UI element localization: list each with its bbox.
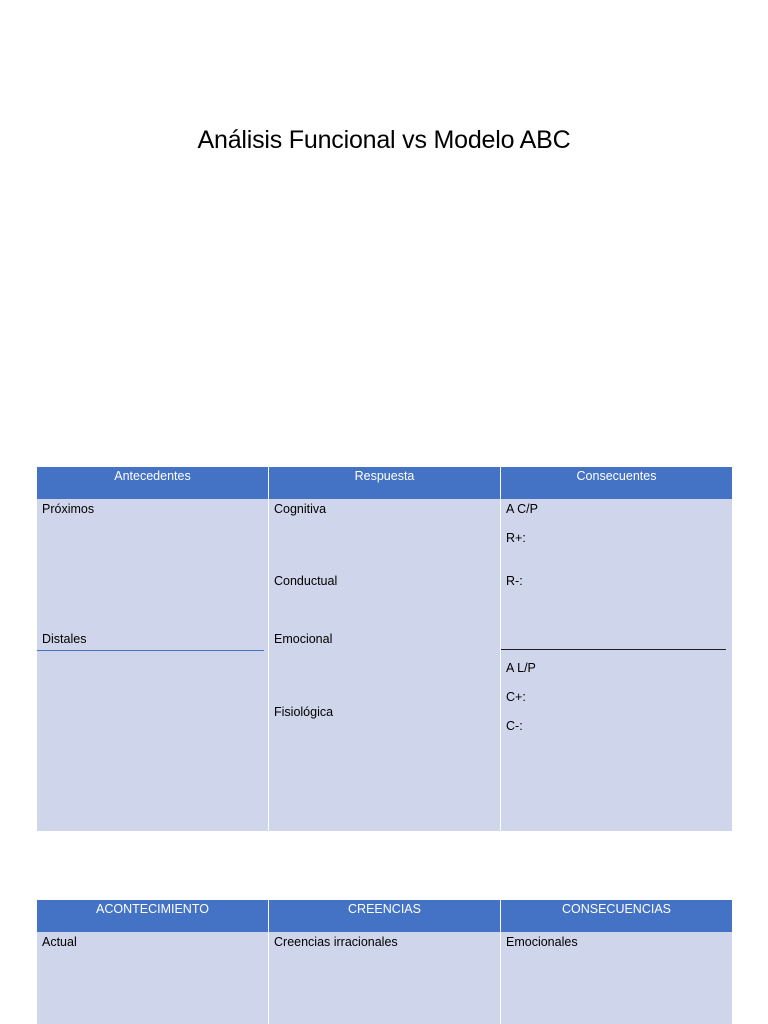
label-cminus: C-: xyxy=(506,719,523,733)
header-acontecimiento: ACONTECIMIENTO xyxy=(96,902,209,916)
cell-respuesta xyxy=(268,499,500,831)
page-title: Análisis Funcional vs Modelo ABC xyxy=(197,126,571,154)
functional-analysis-table xyxy=(37,467,732,831)
cell-antecedentes xyxy=(37,499,268,831)
table-header-row xyxy=(37,900,732,932)
label-conductual: Conductual xyxy=(274,574,338,588)
label-alp: A L/P xyxy=(506,661,536,675)
header-respuesta: Respuesta xyxy=(268,467,500,499)
label-emocionales: Emocionales xyxy=(506,935,578,949)
label-acp: A C/P xyxy=(506,502,538,516)
table-body-row xyxy=(37,499,732,831)
label-actual: Actual xyxy=(42,935,77,949)
table-body-row xyxy=(37,932,732,1024)
header-consecuentes: Consecuentes xyxy=(500,467,732,499)
label-proximos: Próximos xyxy=(42,502,95,516)
cell-creencias xyxy=(268,932,500,1024)
table-header-row xyxy=(37,467,732,499)
header-consecuencias: CONSECUENCIAS xyxy=(500,900,732,932)
header-antecedentes: Antecedentes xyxy=(114,469,191,483)
divider-distales xyxy=(37,650,264,651)
header-creencias: CREENCIAS xyxy=(268,900,500,932)
cell-consecuentes xyxy=(500,499,732,831)
cell-consecuencias xyxy=(500,932,732,1024)
label-cplus: C+: xyxy=(506,690,526,704)
label-creencias-irracionales: Creencias irracionales xyxy=(274,935,398,949)
abc-model-table xyxy=(37,900,732,1024)
label-emocional: Emocional xyxy=(274,632,333,646)
divider-consecuentes xyxy=(501,649,726,650)
label-distales: Distales xyxy=(42,632,87,646)
cell-acontecimiento xyxy=(37,932,268,1024)
label-cognitiva: Cognitiva xyxy=(274,502,327,516)
label-rminus: R-: xyxy=(506,574,523,588)
label-fisiologica: Fisiológica xyxy=(274,705,334,719)
label-rplus: R+: xyxy=(506,531,526,545)
